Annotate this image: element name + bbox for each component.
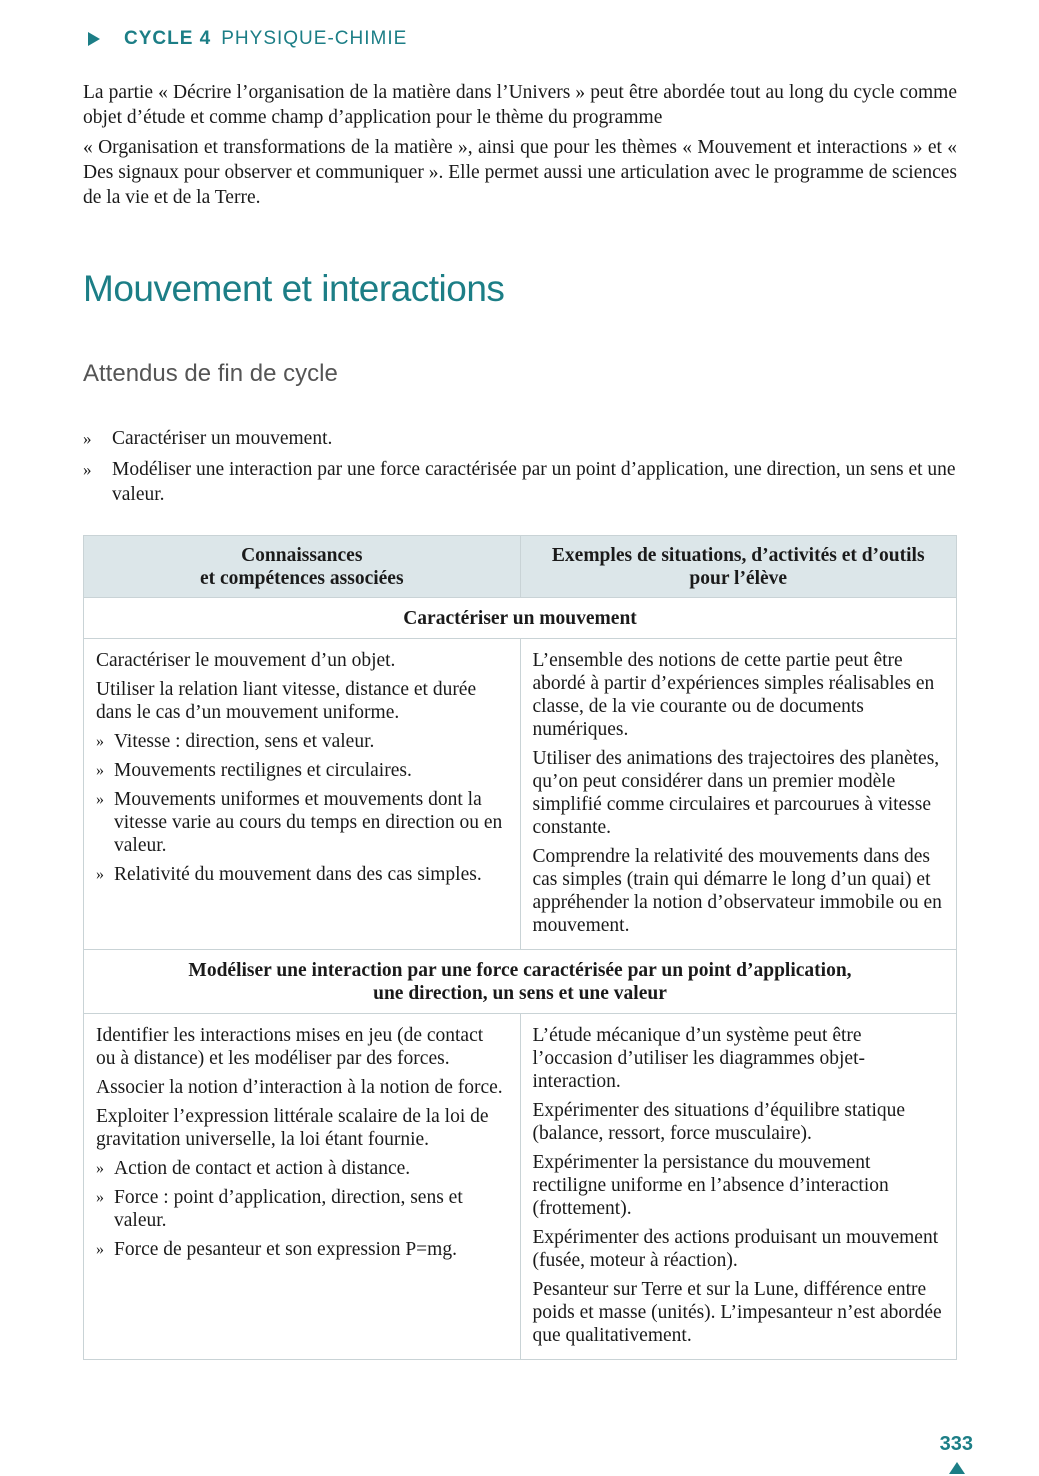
list-item-text: Vitesse : direction, sens et valeur. [114, 731, 375, 752]
bullet-icon: » [83, 429, 92, 448]
program-table [83, 535, 957, 1360]
list-item-text: Modéliser une interaction par une force caractérisée par un point d’application, une direction, un sens et une valeur. [112, 459, 956, 505]
intro-paragraph-2: « Organisation et transformations de la matière », ainsi que pour les thèmes « Mouvement et interactions » et « Des signaux pour observer et communiquer ». Elle permet aussi une articulation avec le programme de sciences de la vie et de la Terre. [83, 137, 957, 208]
bullet-icon: » [83, 460, 92, 479]
bullet-icon: » [96, 1189, 104, 1206]
intro-text [83, 80, 957, 215]
list-item-text: Action de contact et action à distance. [114, 1158, 411, 1179]
list-item [96, 1186, 508, 1232]
triangle-right-icon [88, 32, 100, 46]
section-2-title [84, 950, 957, 1014]
bullet-icon: » [96, 1160, 104, 1177]
list-item-text: Relativité du mouvement dans des cas simples. [114, 864, 482, 885]
list-item [96, 863, 508, 886]
cell-paragraph: Caractériser le mouvement d’un objet. [96, 650, 396, 671]
cell-paragraph: Associer la notion d’interaction à la notion de force. [96, 1077, 503, 1098]
list-item-text: Force de pesanteur et son expression P=mg. [114, 1239, 457, 1260]
section-2-title-line1: Modéliser une interaction par une force caractérisée par un point d’application, [188, 960, 852, 981]
cell-paragraph: Identifier les interactions mises en jeu (de contact ou à distance) et les modéliser par des forces. [96, 1025, 484, 1069]
section-1-examples [520, 639, 957, 950]
cell-paragraph: Utiliser la relation liant vitesse, distance et durée dans le cas d’un mouvement uniforme. [96, 679, 477, 723]
list-item [96, 1157, 508, 1180]
page-number: 333 [939, 1433, 973, 1455]
list-item [83, 457, 957, 507]
cell-paragraph: L’ensemble des notions de cette partie peut être abordé à partir d’expériences simples réalisables en classe, de la vie courante ou de documents numériques. [532, 650, 935, 740]
cell-paragraph: Exploiter l’expression littérale scalaire de la loi de gravitation universelle, la loi étant fournie. [96, 1106, 489, 1150]
cell-bullet-list [96, 730, 508, 886]
cell-paragraph: Comprendre la relativité des mouvements dans des cas simples (train qui démarre le long d’un quai) et appréhender la notion d’observateur immobile ou en mouvement. [532, 846, 942, 936]
bullet-icon: » [96, 866, 104, 883]
list-item-text: Mouvements rectilignes et circulaires. [114, 760, 412, 781]
list-item [96, 788, 508, 857]
list-item-text: Mouvements uniformes et mouvements dont la vitesse varie au cours du temps en direction ou en valeur. [114, 789, 503, 856]
bullet-icon: » [96, 762, 104, 779]
cell-paragraph: Expérimenter la persistance du mouvement rectiligne uniforme en l’absence d’interaction (frottement). [532, 1152, 889, 1219]
section-2-title-line2: une direction, un sens et une valeur [373, 983, 667, 1004]
header-knowledge [84, 536, 521, 598]
section-1-title: Caractériser un mouvement [84, 598, 957, 639]
list-item [96, 1238, 508, 1261]
subsection-title: Attendus de fin de cycle [83, 360, 338, 387]
cycle-label: CYCLE 4 [124, 28, 212, 49]
table-row [84, 1014, 957, 1360]
section-title: Mouvement et interactions [83, 268, 505, 309]
cell-bullet-list [96, 1157, 508, 1261]
cell-paragraph: Expérimenter des actions produisant un mouvement (fusée, moteur à réaction). [532, 1227, 939, 1271]
attendus-list [83, 426, 957, 513]
header-examples [520, 536, 957, 598]
list-item-text: Caractériser un mouvement. [112, 428, 333, 449]
cell-paragraph: Expérimenter des situations d’équilibre statique (balance, ressort, force musculaire). [532, 1100, 906, 1144]
section-row [84, 950, 957, 1014]
header-knowledge-line2: et compétences associées [199, 568, 404, 589]
bullet-icon: » [96, 1241, 104, 1258]
bullet-icon: » [96, 791, 104, 808]
list-item-text: Force : point d’application, direction, sens et valeur. [114, 1187, 463, 1231]
list-item [96, 759, 508, 782]
cell-paragraph: L’étude mécanique d’un système peut être l’occasion d’utiliser les diagrammes objet-interaction. [532, 1025, 865, 1092]
section-1-knowledge [84, 639, 521, 950]
bullet-icon: » [96, 733, 104, 750]
section-2-knowledge [84, 1014, 521, 1360]
header-examples-line2: pour l’élève [689, 568, 788, 589]
cell-paragraph: Pesanteur sur Terre et sur la Lune, différence entre poids et masse (unités). L’impesanteur n’est abordée que qualitativement. [532, 1279, 942, 1346]
list-item [83, 426, 957, 451]
triangle-up-icon [949, 1462, 965, 1474]
table-header-row [84, 536, 957, 598]
cell-paragraph: Utiliser des animations des trajectoires des planètes, qu’on peut considérer dans un premier modèle simplifié comme circulaires et parcourues à vitesse constante. [532, 748, 940, 838]
intro-paragraph-1: La partie « Décrire l’organisation de la matière dans l’Univers » peut être abordée tout au long du cycle comme objet d’étude et comme champ d’application pour le thème du programme [83, 82, 957, 128]
section-row [84, 598, 957, 639]
list-item [96, 730, 508, 753]
running-header [88, 28, 407, 50]
header-examples-line1: Exemples de situations, d’activités et d’outils [551, 545, 925, 566]
header-knowledge-line1: Connaissances [241, 545, 363, 566]
table-row [84, 639, 957, 950]
subject-label: PHYSIQUE-CHIMIE [221, 28, 408, 49]
section-2-examples [520, 1014, 957, 1360]
